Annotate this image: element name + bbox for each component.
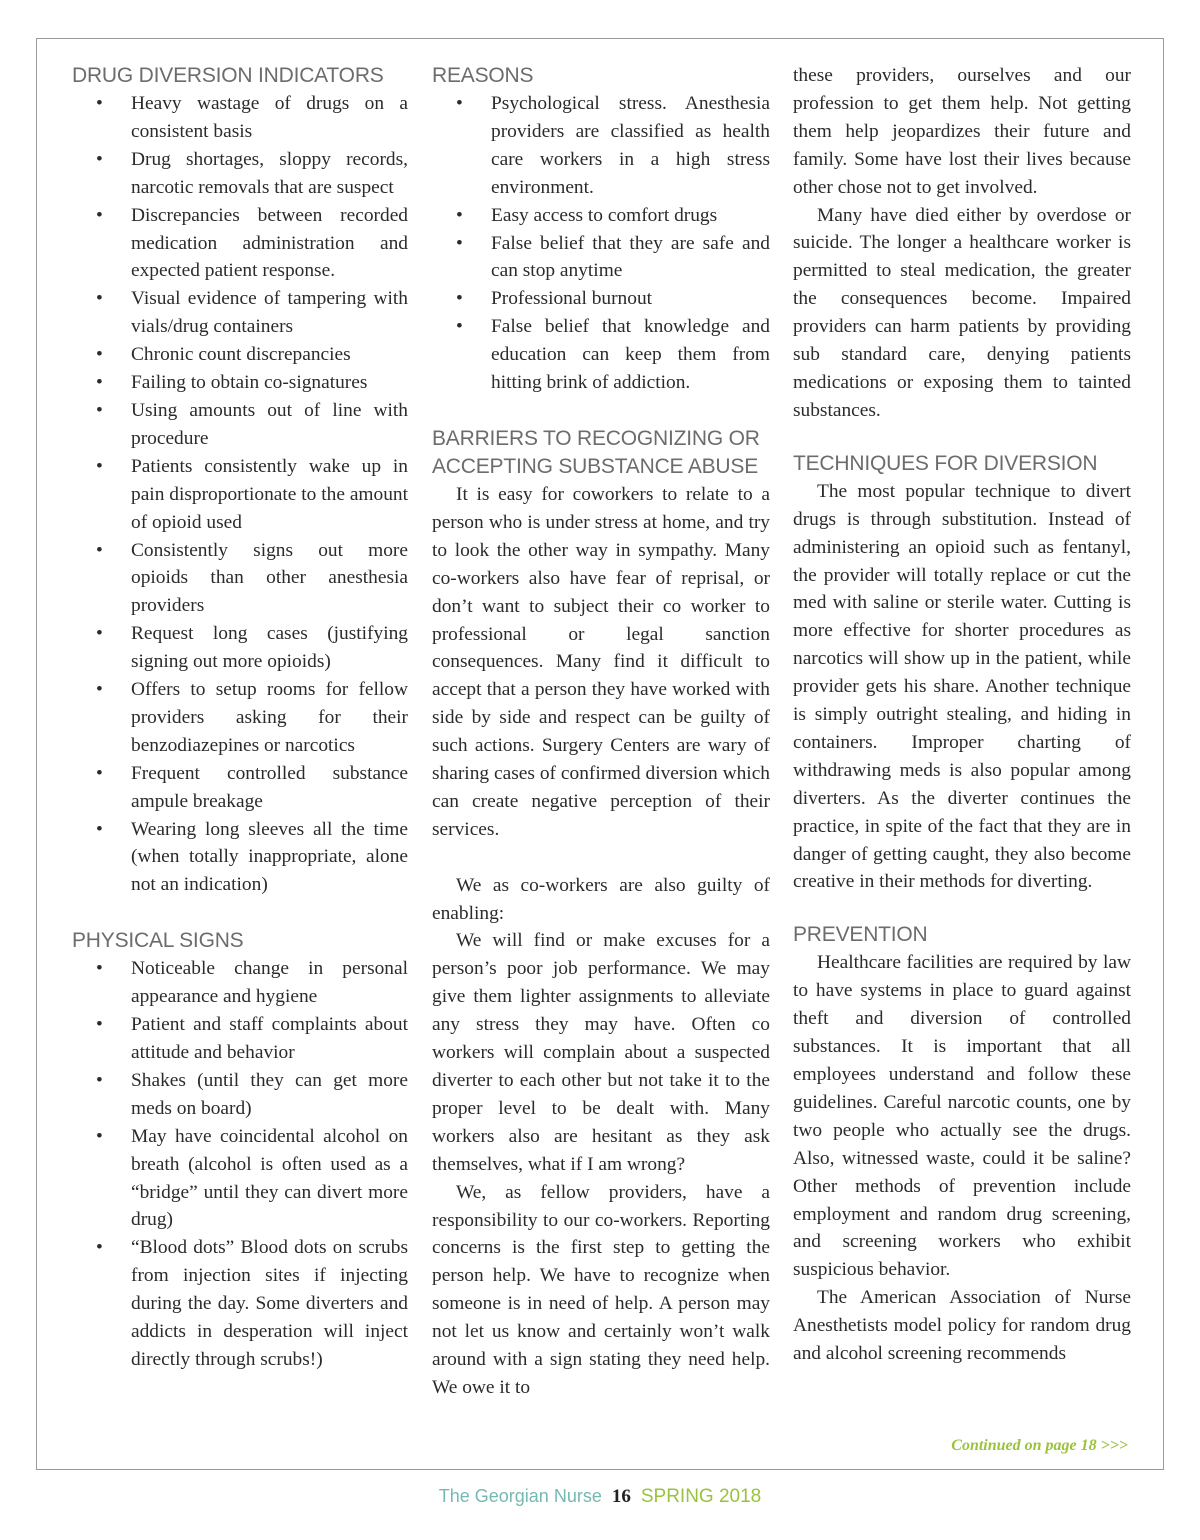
issue-label: SPRING 2018 [640, 1486, 762, 1507]
list-item: • Offers to setup rooms for fellow providers asking for their benzodiazepines or narcotics [72, 676, 408, 760]
paragraph: Healthcare facilities are required by law to have systems in place to guard against theft and diversion of controlled substances. It is important that all employees understand and follow these guidelines. Careful narcotic counts, one by two people who actually see the drugs. Also, witnessed waste, could it be saline? Other methods of prevention include employment and random drug screening, and screening workers who exhibit suspicious behavior. [793, 952, 1131, 1281]
paragraph: The most popular technique to divert drugs is through substitution. Instead of administering an opioid such as fentanyl, the provider will totally replace or cut the med with saline or sterile water. Cutting is more effective for shorter procedures as narcotics will show up in the patient, while provider gets his share. Another technique is simply outright stealing, and hiding in containers. Improper charting of withdrawing meds is also popular among diverters. As the diverter continues the practice, in spite of the fact that they are in danger of getting caught, they also become creative in their methods for diverting. [793, 480, 1131, 893]
list-item: • False belief that they are safe and can stop anytime [432, 230, 770, 286]
physical-signs-list [72, 955, 408, 1374]
list-item: • Psychological stress. Anesthesia providers are classified as health care workers in a high stress environment. [432, 90, 770, 202]
list-item: • Heavy wastage of drugs on a consistent basis [72, 90, 408, 146]
paragraph: We, as fellow providers, have a responsibility to our co-workers. Reporting concerns is the first step to getting the person help. We have to recognize when someone is in need of help. A person may not let us know and certainly won’t walk around with a sign stating they need help. We owe it to [432, 1181, 770, 1398]
list-item: • Visual evidence of tampering with vials/drug containers [72, 285, 408, 341]
page-number: 16 [611, 1486, 631, 1507]
list-item: • May have coincidental alcohol on breath (alcohol is often used as a “bridge” until they can divert more drug) [72, 1123, 408, 1235]
paragraph: The American Association of Nurse Anesthetists model policy for random drug and alcohol screening recommends [793, 1287, 1131, 1365]
continued-link[interactable]: Continued on page 18 >>> [951, 1437, 1128, 1454]
paragraph: It is easy for coworkers to relate to a person who is under stress at home, and try to look the other way in sympathy. Many co-workers also have fear of reprisal, or don’t want to subject their co worker to professional or legal sanction consequences. Many find it difficult to accept that a person they have worked with side by side and respect can be guilty of such actions. Surgery Centers are wary of sharing cases of confirmed diversion which can create negative perception of their services. [432, 483, 770, 840]
paragraph: We as co-workers are also guilty of enabling: [432, 874, 770, 924]
heading-techniques-for-diversion: TECHNIQUES FOR DIVERSION [793, 451, 1098, 475]
paragraph: these providers, ourselves and our profession to get them help. Not getting them help jeopardizes their future and family. Some have lost their lives because other chose not to get involved. [793, 65, 1131, 198]
list-item: • Wearing long sleeves all the time (when totally inappropriate, alone not an indication) [72, 816, 408, 900]
list-item: • Consistently signs out more opioids than other anesthesia providers [72, 537, 408, 621]
heading-prevention: PREVENTION [793, 923, 928, 947]
list-item: • Patients consistently wake up in pain disproportionate to the amount of opioid used [72, 453, 408, 537]
list-item: • Request long cases (justifying signing out more opioids) [72, 620, 408, 676]
paragraph: Many have died either by overdose or suicide. The longer a healthcare worker is permitted to steal medication, the greater the consequences become. Impaired providers can harm patients by providing sub standard care, denying patients medications or exposing them to tainted substances. [793, 204, 1131, 421]
publication-name: The Georgian Nurse [438, 1486, 602, 1506]
list-item: • Using amounts out of line with procedure [72, 397, 408, 453]
list-item: • Easy access to comfort drugs [432, 202, 770, 230]
list-item: • False belief that knowledge and education can keep them from hitting brink of addiction. [432, 313, 770, 397]
list-item: • Patient and staff complaints about attitude and behavior [72, 1011, 408, 1067]
indicators-list [72, 90, 408, 899]
list-item: • Discrepancies between recorded medication administration and expected patient response. [72, 202, 408, 286]
reasons-list [432, 90, 770, 397]
list-item: • Failing to obtain co-signatures [72, 369, 408, 397]
list-item: • Shakes (until they can get more meds on board) [72, 1067, 408, 1123]
heading-drug-diversion-indicators: DRUG DIVERSION INDICATORS [72, 64, 384, 87]
list-item: • Frequent controlled substance ampule breakage [72, 760, 408, 816]
paragraph: We will find or make excuses for a person’s poor job performance. We may give them lighter assignments to alleviate any stress they may have. Often co workers will complain about a suspected diverter to each other but not take it to the proper level to be dealt with. Many workers also are hesitant as they ask themselves, what if I am wrong? [432, 930, 770, 1175]
heading-physical-signs: PHYSICAL SIGNS [72, 929, 244, 953]
article-column-1 [72, 62, 408, 1374]
page-footer [0, 1486, 1200, 1508]
heading-barriers: BARRIERS TO RECOGNIZING OR ACCEPTING SUBSTANCE ABUSE [432, 426, 760, 478]
article-column-3 [793, 62, 1131, 1368]
list-item: • “Blood dots” Blood dots on scrubs from injection sites if injecting during the day. Some diverters and addicts in desperation will inject directly through scrubs!) [72, 1234, 408, 1374]
list-item: • Noticeable change in personal appearance and hygiene [72, 955, 408, 1011]
article-column-2 [432, 62, 770, 1402]
list-item: • Drug shortages, sloppy records, narcotic removals that are suspect [72, 146, 408, 202]
list-item: • Chronic count discrepancies [72, 341, 408, 369]
list-item: • Professional burnout [432, 285, 770, 313]
heading-reasons: REASONS [432, 64, 534, 87]
